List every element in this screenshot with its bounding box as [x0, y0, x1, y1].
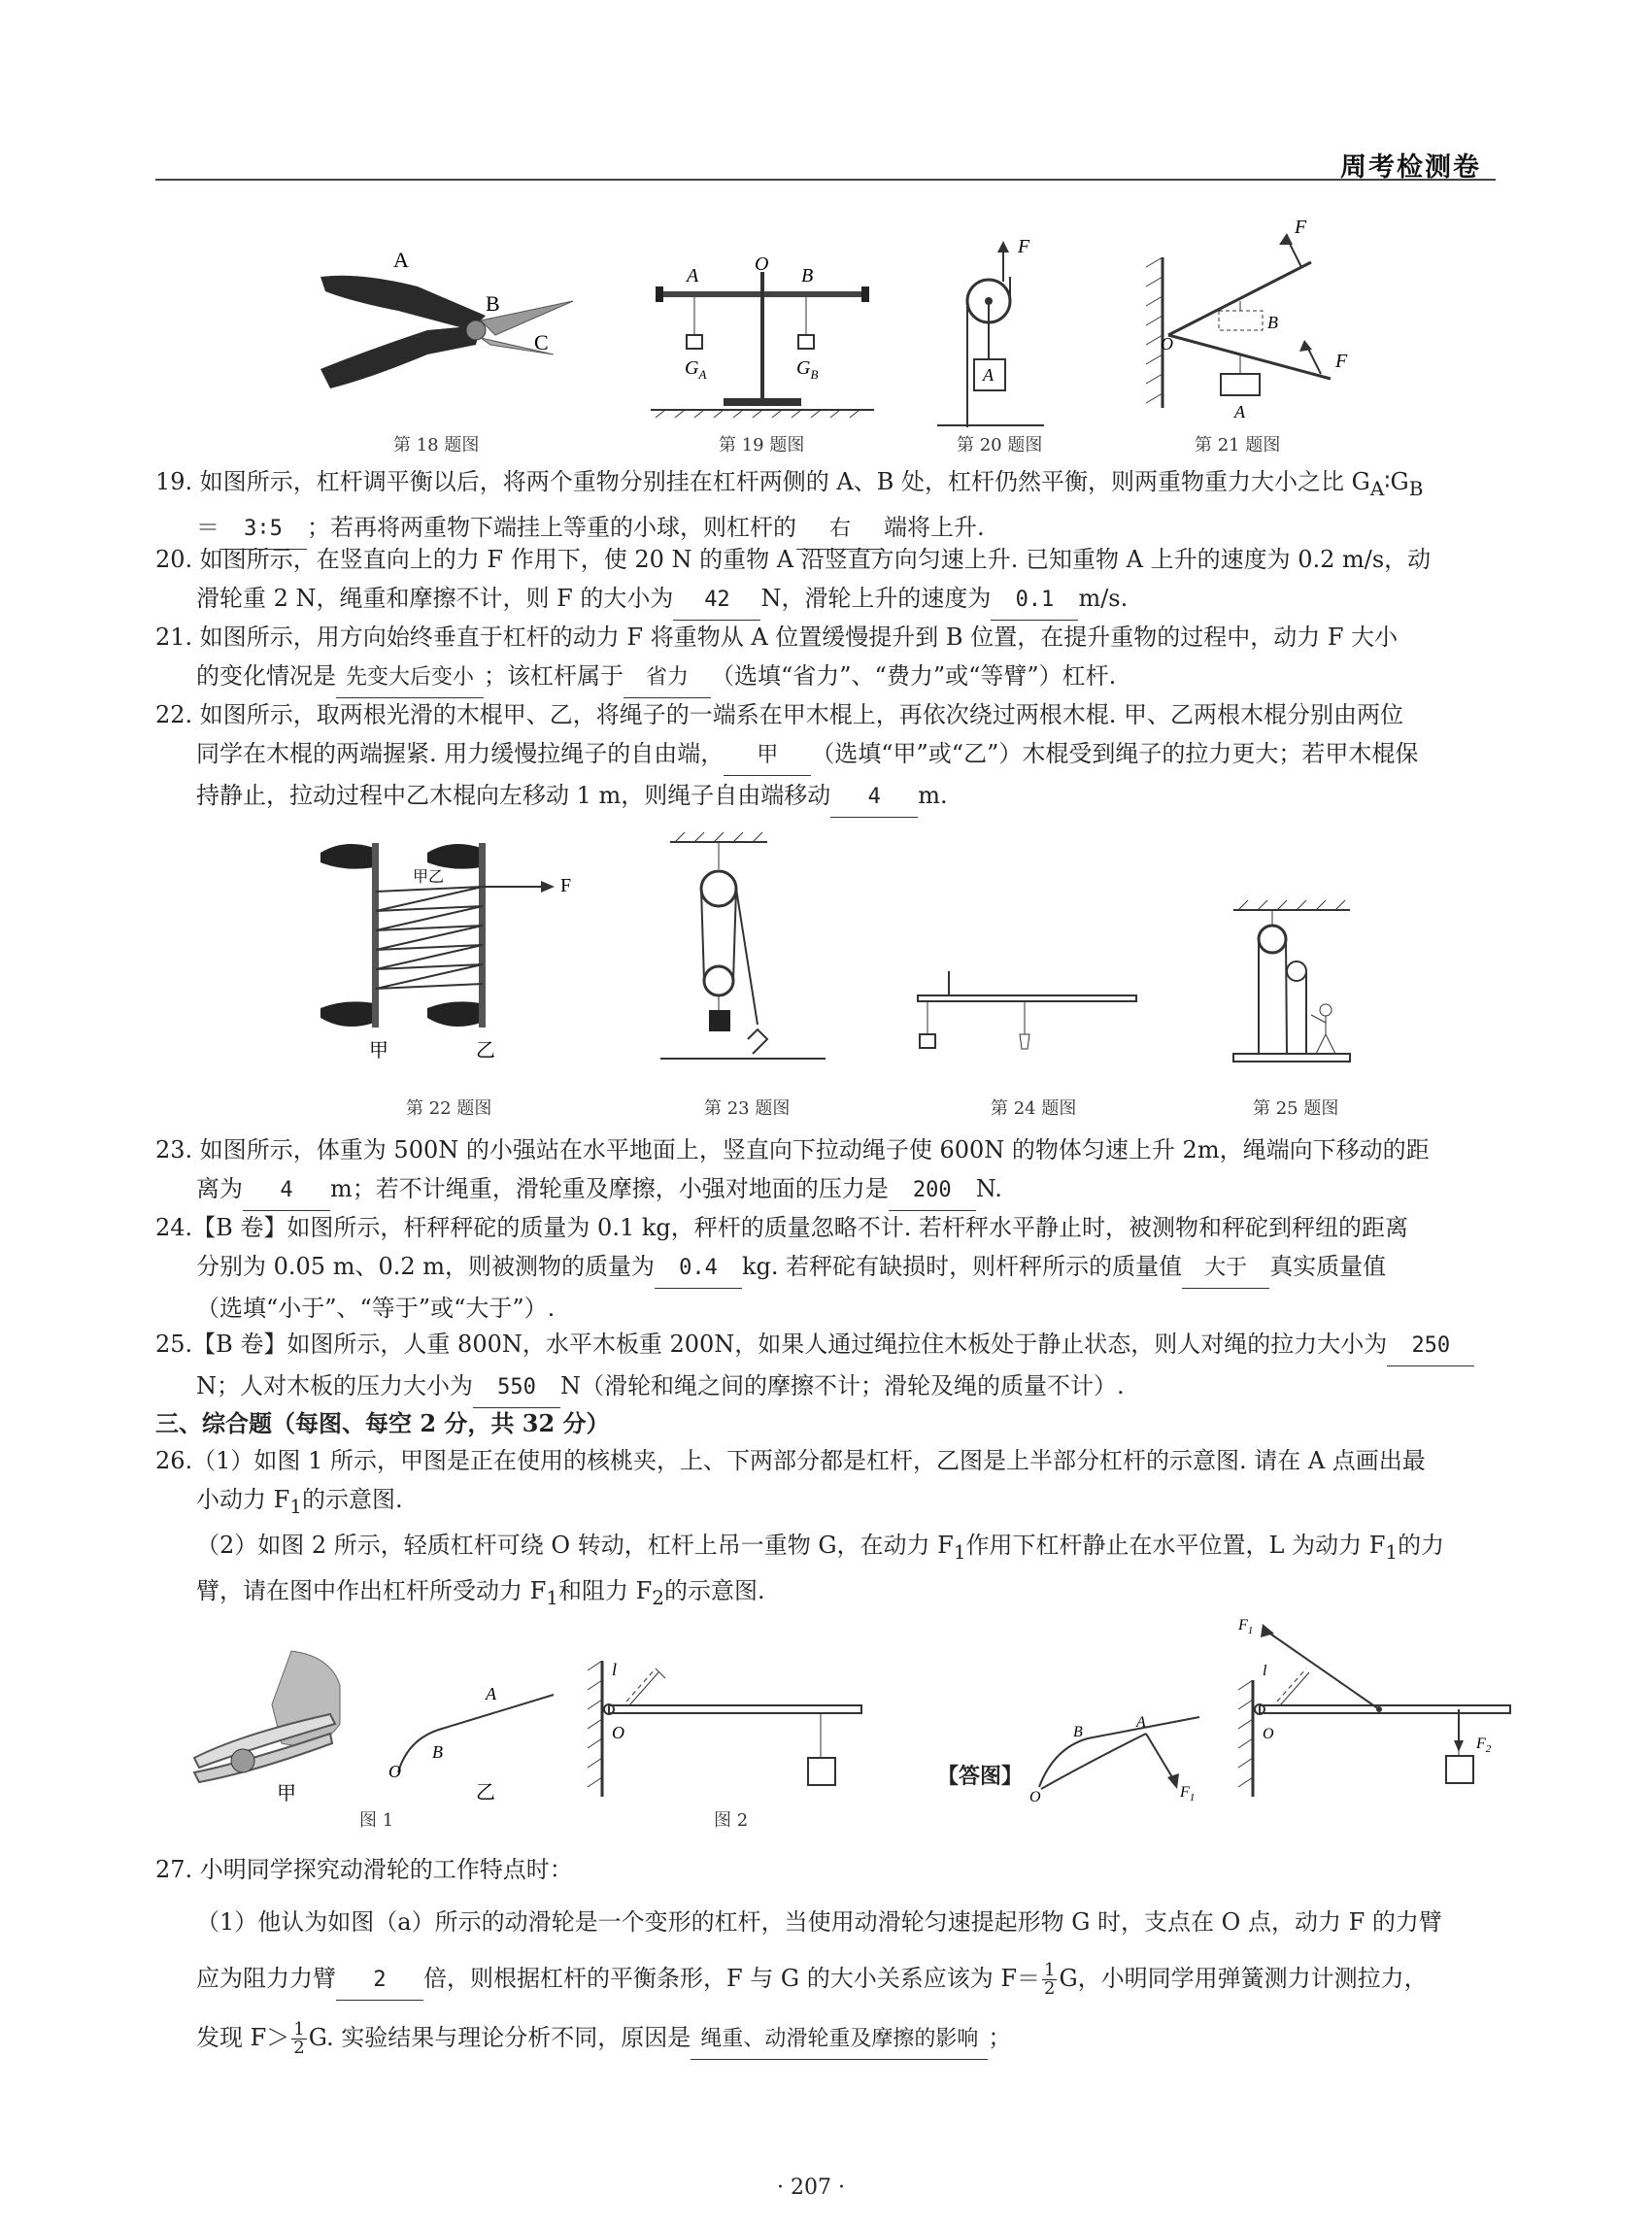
- answer-label-f1-sub: 1: [1189, 1792, 1196, 1804]
- fig18-caption: 第 18 题图: [393, 435, 480, 455]
- answer-label-f2: F: [1476, 1736, 1486, 1752]
- figure-20-pulley: [937, 233, 1073, 427]
- question-20: 20. 如图所示，在竖直向上的力 F 作用下，使 20 N 的重物 A 沿竖直方向匀速上升. 已知重物 A 上升的速度为 0.2 m/s，动 滑轮重 2 N，绳重和摩擦不计，则 F 的大小为 42 N，滑轮上升的速度为 0.1 m/s.: [155, 540, 1505, 621]
- q23-answer-pressure[interactable]: 200: [889, 1171, 976, 1211]
- fig1-caption: 图 1: [359, 1810, 394, 1831]
- fig19-label-gb: G: [796, 357, 811, 379]
- fig19-label-b: B: [801, 265, 814, 287]
- svg-text:F2: [1475, 1736, 1492, 1755]
- answer-figure-1: [1029, 1709, 1204, 1806]
- fig18-label-a: A: [393, 248, 409, 272]
- fig1-label-b: B: [432, 1742, 443, 1762]
- fig21-label-a: A: [1234, 402, 1245, 421]
- question-25: 25.【B 卷】如图所示，人重 800N，水平木板重 200N，如果人通过绳拉住木板处于静止状态，则人对绳的拉力大小为 250 N；人对木板的压力大小为 550 N（滑轮和绳之间的摩擦不计；滑轮及绳的质量不计）.: [155, 1325, 1505, 1408]
- q25-answer-board-pressure[interactable]: 550: [473, 1368, 560, 1408]
- fig22-label-jiayi: 甲乙: [413, 869, 445, 886]
- fig25-caption: 第 25 题图: [1253, 1098, 1339, 1119]
- fig21-label-o: O: [1161, 334, 1173, 354]
- question-21: 21. 如图所示，用方向始终垂直于杠杆的动力 F 将重物从 A 位置缓慢提升到 B 位置，在提升重物的过程中，动力 F 大小 的变化情况是 先变大后变小 ；该杠杆属于 省力 （选填“省力”、“费力”或“等臂”）杠杆.: [155, 618, 1505, 698]
- q20-answer-speed[interactable]: 0.1: [991, 581, 1078, 621]
- page-number: · 207 ·: [777, 2175, 845, 2200]
- svg-text:F1: [1179, 1784, 1195, 1804]
- fig22-label-yi: 乙: [476, 1040, 495, 1062]
- fig18-label-b: B: [486, 291, 500, 316]
- svg-text:GB: [796, 357, 818, 382]
- fig1-label-o: O: [388, 1762, 401, 1781]
- fig1-label-jia: 甲: [277, 1783, 296, 1802]
- header-rule: [155, 179, 1496, 181]
- answer-label-l: l: [1263, 1663, 1267, 1679]
- fig2-label-l: l: [612, 1660, 618, 1679]
- answer-label-a: A: [1136, 1714, 1146, 1731]
- fig21-label-b: B: [1267, 313, 1278, 332]
- q19-answer-ratio[interactable]: 3∶5: [219, 510, 307, 550]
- figure-22-sticks: [316, 833, 597, 1066]
- fig19-label-gb-sub: B: [810, 367, 819, 382]
- answer-figure-2: [1233, 1612, 1515, 1806]
- q24-answer-compare[interactable]: 大于: [1182, 1249, 1269, 1289]
- fig1-label-yi: 乙: [476, 1782, 495, 1802]
- fig21-caption: 第 21 题图: [1195, 435, 1281, 455]
- fig21-label-f2: F: [1335, 351, 1348, 372]
- question-23: 23. 如图所示，体重为 500N 的小强站在水平地面上，竖直向下拉动绳子使 600N 的物体匀速上升 2m，绳端向下移动的距 离为 4 m；若不计绳重，滑轮重及摩擦，小强对地面的压力是 200 N.: [155, 1130, 1505, 1211]
- q27-answer-ratio[interactable]: 2: [336, 1961, 423, 2001]
- section-3-title: 三、综合题（每图、每空 2 分，共 32 分）: [155, 1409, 610, 1437]
- svg-text:F1: [1237, 1617, 1253, 1636]
- figure-19-lever: [646, 253, 879, 427]
- fig22-caption: 第 22 题图: [406, 1098, 492, 1119]
- q22-answer-distance[interactable]: 4: [830, 778, 918, 818]
- fig22-label-jia: 甲: [369, 1040, 388, 1062]
- fig19-label-ga: G: [685, 357, 699, 379]
- fig1-label-a: A: [486, 1684, 496, 1703]
- fig2-label-o: O: [612, 1723, 624, 1742]
- figure-21-lever: [1141, 214, 1355, 427]
- fig24-caption: 第 24 题图: [991, 1098, 1077, 1119]
- answer-label-f2-sub: 2: [1485, 1743, 1492, 1755]
- figure-18-scissors: [301, 233, 583, 427]
- q25-answer-rope-force[interactable]: 250: [1387, 1327, 1474, 1366]
- figure-2-lever: [583, 1651, 874, 1811]
- fig19-caption: 第 19 题图: [719, 435, 805, 455]
- fig23-caption: 第 23 题图: [704, 1098, 791, 1119]
- header-title: 周考检测卷: [1340, 152, 1481, 183]
- answer-label-b: B: [1073, 1724, 1083, 1740]
- figure-1-nutcracker: [185, 1646, 359, 1802]
- figure-1-lever-sketch: [369, 1670, 563, 1802]
- q23-answer-distance[interactable]: 4: [243, 1171, 330, 1211]
- q24-answer-mass[interactable]: 0.4: [655, 1249, 742, 1289]
- question-27: 27. 小明同学探究动滑轮的工作特点时： （1）他认为如图（a）所示的动滑轮是一个变形的杠杆，当使用动滑轮匀速提起形物 G 时，支点在 O 点，动力 F 的力臂 应为阻力力臂 2 倍，则根据杠杆的平衡条形，F 与 G 的大小关系应该为 F＝ $\frac{1}{2}$ G，小明同学用弹簧测力计测拉力， 发现 F＞ $\frac{1}{2}$ G. 实验结果与理论分析不同，原因是 绳重、动滑轮重及摩擦的影响 ；: [155, 1856, 1442, 2058]
- q20-answer-force[interactable]: 42: [673, 581, 760, 621]
- answer-label-o: O: [1029, 1789, 1041, 1805]
- question-19: 19. 如图所示，杠杆调平衡以后，将两个重物分别挂在杠杆两侧的 A、B 处，杠杆仍然平衡，则两重物重力大小之比 $G_A∶G_B$ ＝ 3∶5 ；若再将两重物下端挂上等重的小球，则杠杆的 右 端将上升.: [155, 462, 1505, 550]
- fig21-label-f1: F: [1295, 217, 1307, 238]
- answer-label-f1: F: [1180, 1784, 1190, 1801]
- figure-25-pulley: [1224, 898, 1360, 1073]
- answer-figure-label: 【答图】: [937, 1764, 1024, 1789]
- fig20-caption: 第 20 题图: [957, 435, 1043, 455]
- q27-fraction-half: $\frac{1}{2}$: [1044, 1960, 1056, 1999]
- question-26: 26.（1）如图 1 所示，甲图是正在使用的核桃夹，上、下两部分都是杠杆，乙图是上半部分杠杆的示意图. 请在 A 点画出最 小动力 $F_1$的示意图. （2）如图 2 所示，轻质杠杆可绕 O 转动，杠杆上吊一重物 G，在动力 $F_1$作用下杠杆静止在水平位置，L 为动力 $F_1$的力 臂，请在图中作出杠杆所受动力 $F_1$和阻力 $F_2$的示意图.: [155, 1447, 1445, 1609]
- fig20-label-f: F: [1018, 236, 1030, 257]
- fig2-caption: 图 2: [714, 1810, 749, 1831]
- fig18-label-c: C: [534, 330, 549, 354]
- figure-24-steelyard: [908, 957, 1151, 1063]
- fig20-label-a: A: [983, 365, 994, 385]
- figure-23-pulley: [660, 830, 835, 1073]
- fig22-label-f: F: [560, 875, 572, 896]
- fig19-label-o: O: [755, 253, 769, 275]
- q21-answer-change[interactable]: 先变大后变小: [336, 658, 484, 698]
- q27-answer-reason[interactable]: 绳重、动滑轮重及摩擦的影响: [691, 2020, 988, 2060]
- answer-label-f1-top: F: [1238, 1617, 1248, 1634]
- answer-label-f1-top-sub: 1: [1247, 1625, 1254, 1636]
- svg-text:GA: [685, 357, 706, 382]
- q22-answer-stick[interactable]: 甲: [724, 736, 811, 776]
- fig19-label-ga-sub: A: [698, 367, 707, 382]
- question-22: 22. 如图所示，取两根光滑的木棍甲、乙，将绳子的一端系在甲木棍上，再依次绕过两根木棍. 甲、乙两根木棍分别由两位 同学在木棍的两端握紧. 用力缓慢拉绳子的自由端， 甲 （选填“甲”或“乙”）木棍受到绳子的拉力更大；若甲木棍保 持静止，拉动过程中乙木棍向左移动 1 m，则绳子自由端移动 4 m.: [155, 695, 1505, 818]
- answer-label-o2: O: [1263, 1726, 1274, 1742]
- fig19-label-a: A: [687, 265, 699, 287]
- q19-answer-side[interactable]: 右: [796, 510, 884, 550]
- question-24: 24.【B 卷】如图所示，杆秤秤砣的质量为 0.1 kg，秤杆的质量忽略不计. 若杆秤水平静止时，被测物和秤砣到秤纽的距离 分别为 0.05 m、0.2 m，则被测物的质量为 0.4 kg. 若秤砣有缺损时，则杆秤所示的质量值 大于 真实质量值 （选填“小于”、“等于”或“大于”）.: [155, 1214, 1409, 1322]
- q27-fraction-half-2: $\frac{1}{2}$: [293, 2019, 305, 2058]
- q21-answer-type[interactable]: 省力: [624, 658, 711, 698]
